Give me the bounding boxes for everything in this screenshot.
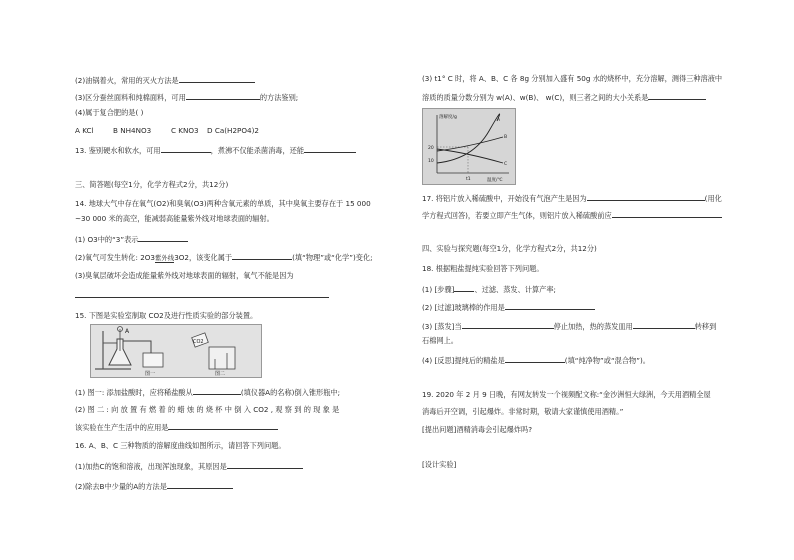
t1-tick: t1: [466, 177, 471, 182]
q17-line-a: 17. 将铝片放入稀硫酸中，开始没有气泡产生是因为 (用化: [422, 194, 722, 203]
q17-line-b: 学方程式回答)，若要立即产生气体，则铝片放入稀硫酸前应: [422, 209, 722, 221]
q15-2-line-a: (2) 图 二 : 向 放 置 有 燃 着 的 蜡 烛 的 烧 杯 中 倒 入 CO2 , 观 察 到 的 现 象 是: [75, 405, 340, 414]
apparatus-drawing: [91, 325, 261, 377]
series-c-label: C: [504, 162, 508, 167]
q19-design: [设计实验]: [422, 460, 457, 469]
section-4-heading: 四、实验与探究题(每空1分，化学方程式2分，共12分): [422, 244, 597, 253]
q14-3-line: (3)臭氧层破坏会造成能量紫外线对地球表面的辐射，氧气不能是因为: [75, 271, 294, 280]
q14-line-a: 14. 地球大气中存在氧气(O2)和臭氧(O3)两种含氧元素的单质，其中臭氧主要存在于 15 000: [75, 199, 371, 208]
answer-blank[interactable]: [168, 421, 278, 430]
q14-2-line: (2)氧气可发生转化: 2O3紫外线3O2，该变化属于 (填“物理”或“化学”)变化;: [75, 253, 373, 262]
q-4-line: (4)属于复合肥的是( ): [75, 108, 144, 117]
q16-1-line: (1)加热C的饱和溶液，出现浑浊现象，其原因是: [75, 460, 303, 472]
q16-3-line-a: (3) t1° C 时，将 A、B、C 各 8g 分别加入盛有 50g 水的烧杯中，充分溶解，测得三种溶液中: [422, 74, 723, 83]
q18-line: 18. 根据粗盐提纯实验回答下列问题。: [422, 264, 544, 273]
answer-blank[interactable]: [193, 386, 241, 395]
solubility-curves: [423, 109, 515, 184]
y-tick-20: 20: [428, 146, 434, 151]
answer-blank[interactable]: [462, 320, 554, 329]
answer-blank[interactable]: [505, 301, 595, 310]
q14-1-line: (1) O3中的“3”表示: [75, 233, 188, 245]
answer-blank[interactable]: [179, 74, 255, 83]
q18-1-line: (1) [步骤] 、过滤、蒸发、计算产率;: [422, 285, 556, 294]
q-3-line: (3)区分蚕丝面料和纯棉面料，可用 的方法鉴别;: [75, 93, 299, 102]
answer-blank[interactable]: [633, 320, 695, 329]
q13-line: 13. 鉴别硬水和软水，可用 ，煮沸不仅能杀菌消毒，还能: [75, 144, 356, 156]
answer-blank[interactable]: [167, 480, 233, 489]
q18-3-line: (3) [蒸发]当 停止加热，热的蒸发皿用 转移到: [422, 322, 717, 331]
q14-line-b: ~30 000 米的高空，能减弱高能量紫外线对地球表面的辐射。: [75, 214, 274, 223]
answer-blank[interactable]: [587, 192, 705, 201]
figure-2-label: 图二: [215, 371, 226, 377]
options-line: A KCl B NH4NO3 C KNO3 D Ca(H2PO4)2: [75, 126, 259, 135]
answer-blank[interactable]: [138, 233, 188, 242]
solubility-chart: [422, 108, 516, 185]
answer-blank[interactable]: [75, 289, 329, 298]
answer-blank[interactable]: [232, 251, 292, 260]
answer-blank[interactable]: [186, 91, 260, 100]
q15-1-line: (1) 图一: 添加盐酸时，应将稀盐酸从 (填仪器A的名称)倒入锥形瓶中;: [75, 388, 341, 397]
q19-question: [提出问题]酒精消毒会引起爆炸吗?: [422, 425, 533, 434]
answer-blank[interactable]: [227, 460, 303, 469]
q19-line-b: 消毒后开空调，引起爆炸。非常时期，敬请大家谨慎使用酒精。”: [422, 407, 624, 416]
y-tick-10: 10: [428, 159, 434, 164]
q16-2-line: (2)除去B中少量的A的方法是: [75, 480, 233, 492]
label-a: A: [125, 328, 130, 335]
q-2-line: (2)油锅着火，常用的灭火方法是: [75, 74, 255, 86]
x-axis-label: 温度/℃: [487, 178, 503, 183]
q16-3-line-b: 溶质的质量分数分别为 w(A)、w(B)、 w(C)，则三者之间的大小关系是: [422, 91, 706, 103]
series-a-label: A: [497, 118, 501, 123]
q15-2-line-b: 该实验在生产生活中的应用是: [75, 421, 278, 433]
q14-3-answer: [75, 289, 329, 301]
series-b-label: B: [504, 135, 508, 140]
q15-line: 15. 下图是实验室制取 CO2及进行性质实验的部分装置。: [75, 311, 258, 320]
q16-line: 16. A、B、C 三种物质的溶解度曲线如图所示，请回答下列问题。: [75, 441, 286, 450]
figure-1-label: 图一: [145, 371, 156, 377]
apparatus-figure: [90, 324, 262, 378]
q18-3-cont: 石棉网上。: [422, 336, 458, 345]
q19-line-a: 19. 2020 年 2 月 9 日晚，有网友转发一个视频配文称:“金沙洲恒大绿洲，今天用酒精全屋: [422, 390, 711, 399]
section-3-heading: 三、简答题(每空1分，化学方程式2分，共12分): [75, 180, 229, 189]
q18-2-line: (2) [过滤]玻璃棒的作用是: [422, 301, 595, 313]
answer-blank[interactable]: [304, 144, 356, 153]
answer-blank[interactable]: [161, 144, 211, 153]
answer-blank[interactable]: [454, 283, 474, 292]
answer-blank[interactable]: [505, 354, 565, 363]
answer-blank[interactable]: [648, 91, 706, 100]
co2-label: CO2: [193, 339, 204, 345]
q18-4-line: (4) [反思]提纯后的精盐是 (填“纯净物”或“混合物”)。: [422, 356, 650, 365]
answer-blank[interactable]: [612, 209, 722, 218]
y-axis-label: 溶解度/g: [439, 115, 457, 120]
